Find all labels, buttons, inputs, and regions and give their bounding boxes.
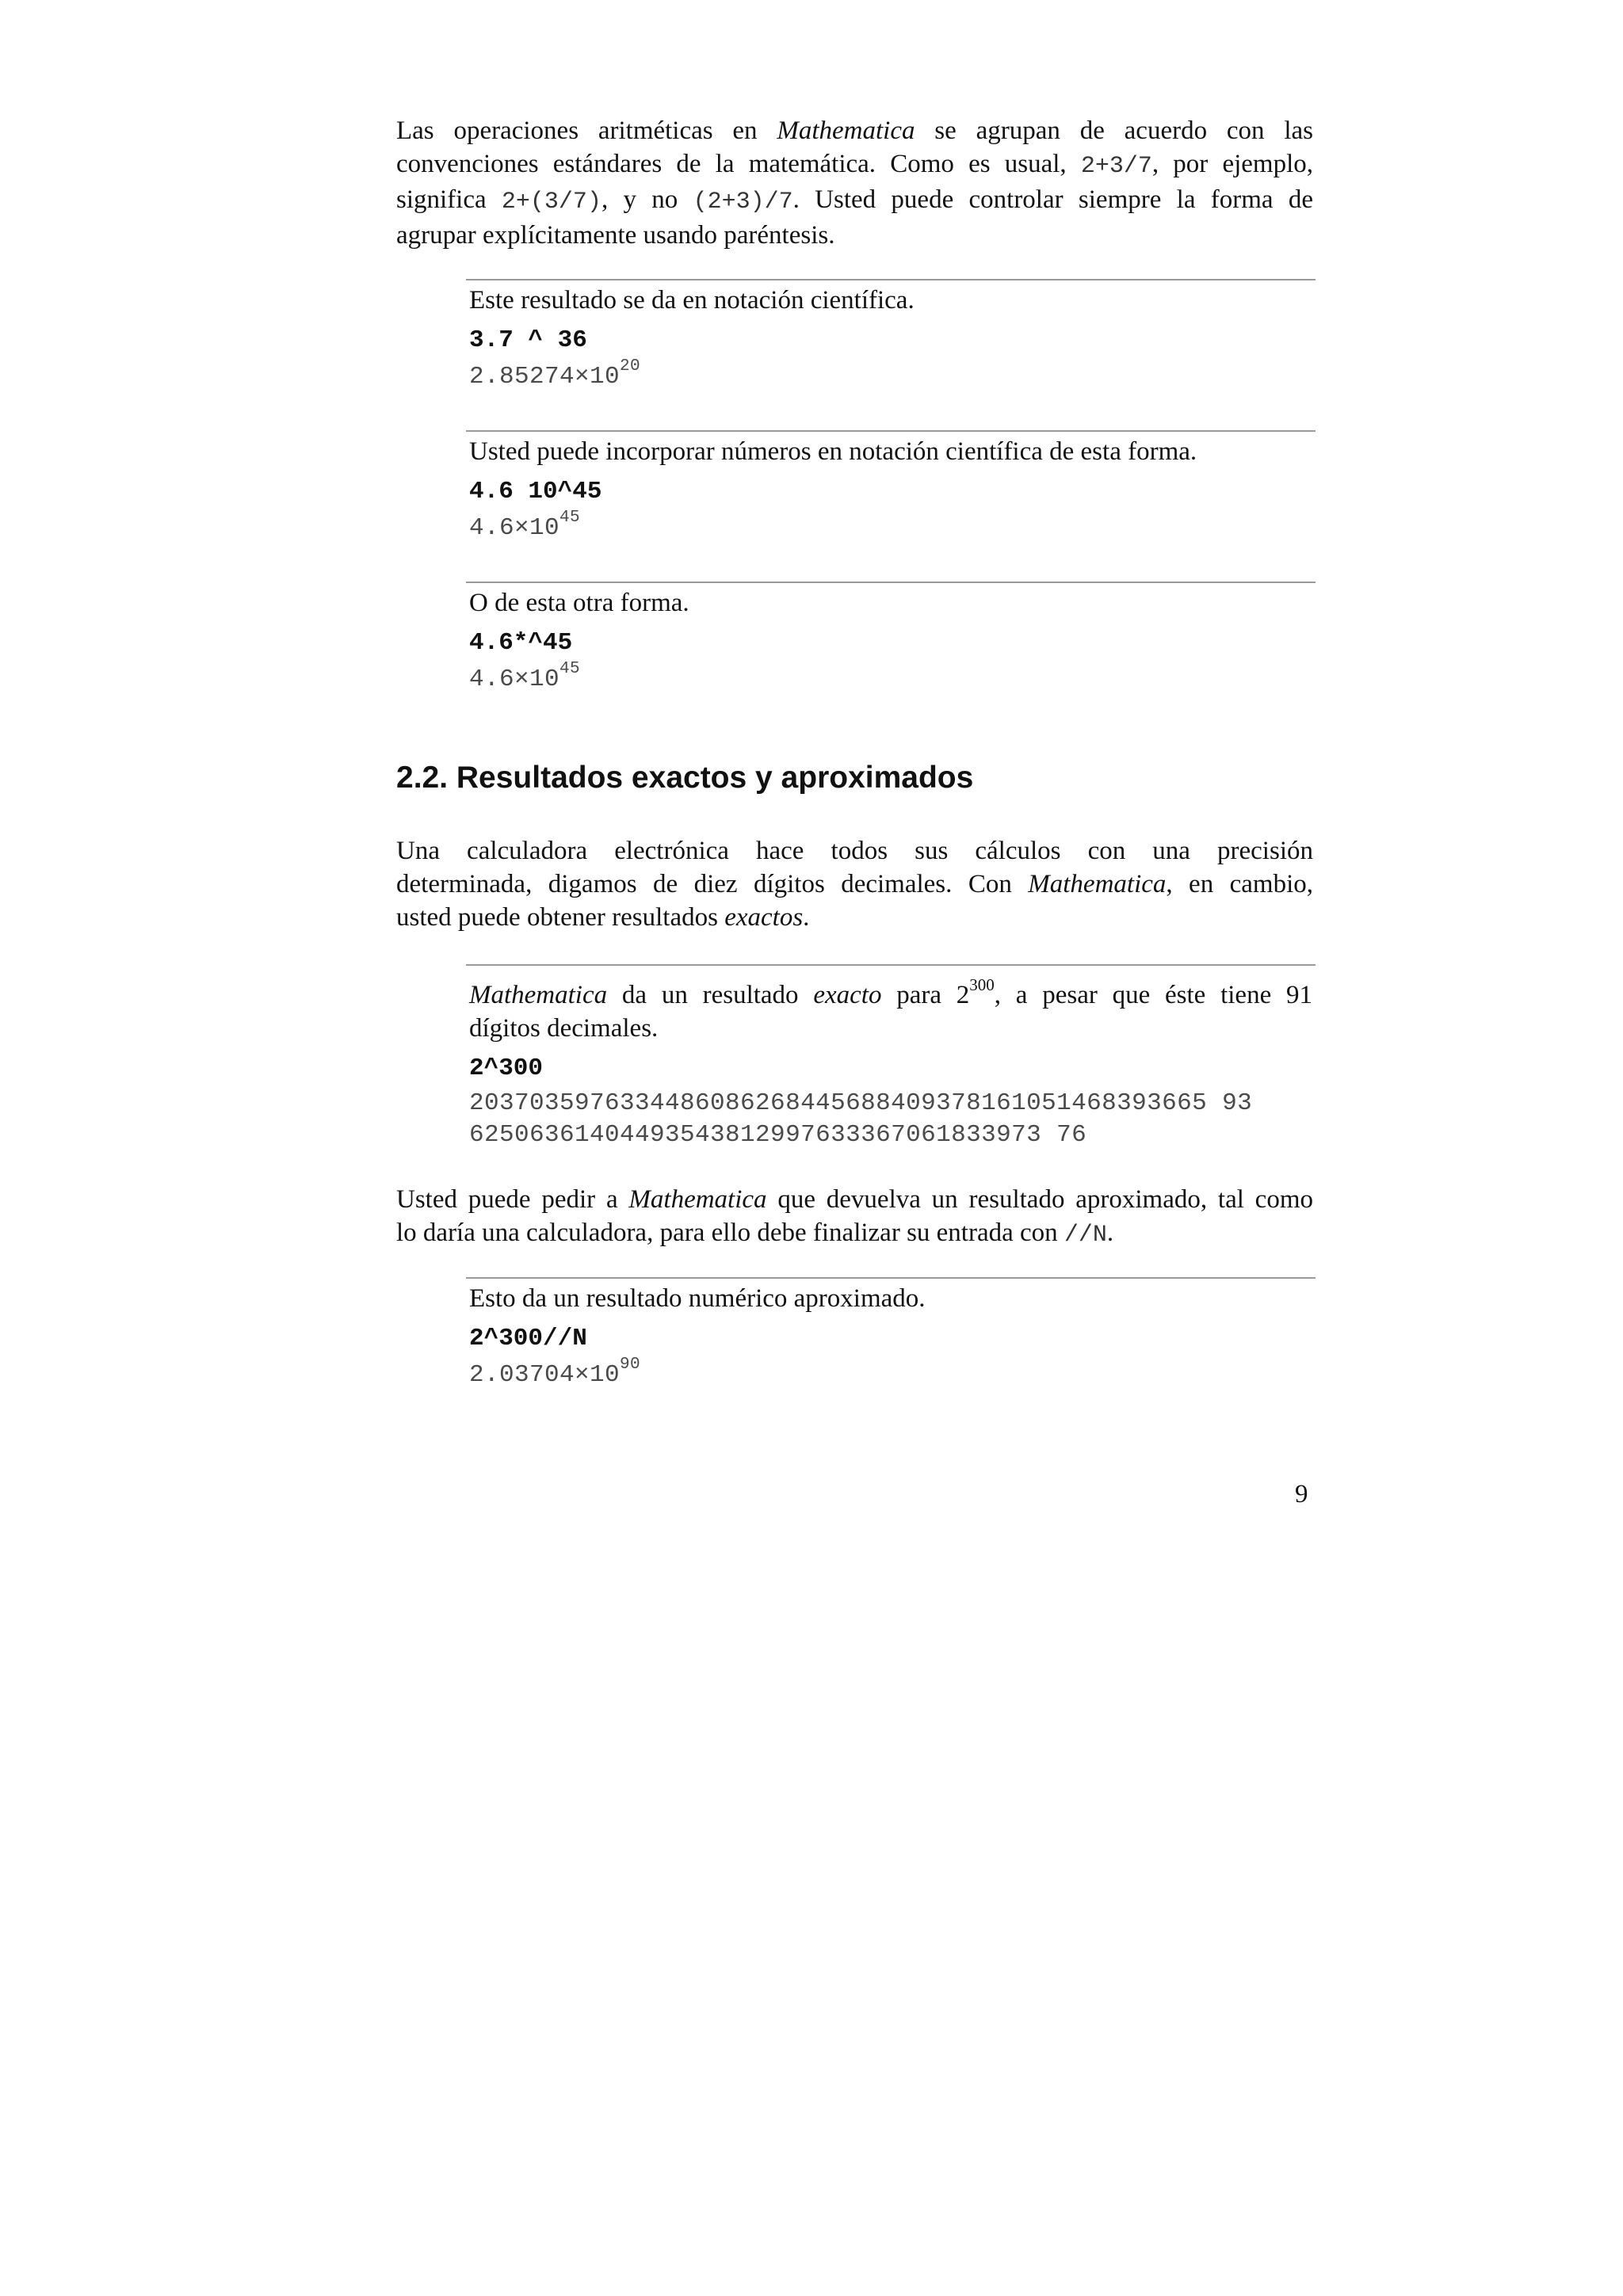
- text-line: agrupar explícitamente usando paréntesis.: [396, 221, 835, 250]
- example-cell-numeric-approx: [466, 1277, 1316, 1391]
- example-cell-enter-scientific: [466, 430, 1316, 544]
- cell-input: 3.7 ^ 36: [469, 326, 587, 354]
- cell-input: 2^300: [469, 1055, 544, 1082]
- exponent: 300: [969, 975, 995, 994]
- italic-term: Mathematica: [1028, 870, 1167, 898]
- cell-output: $2.03704\times 10^{90}$: [469, 1356, 641, 1389]
- page-number: 9: [1295, 1480, 1308, 1508]
- cell-output-line-2: 62506361404493543812997633367061833973 76: [469, 1121, 1087, 1149]
- approximate-results-paragraph: [396, 1183, 1313, 1252]
- cell-output-line-1: 2037035976334486086268445688409378161051468393665 93: [469, 1089, 1253, 1117]
- cell-note: Esto da un resultado numérico aproximado.: [469, 1284, 926, 1313]
- text-line: significa 2+(3/7), y no (2+3)/7. Usted puede controlar siempre la forma de: [396, 185, 1313, 215]
- italic-term: Mathematica: [777, 116, 915, 145]
- text-line: convenciones estándares de la matemática. Como es usual, 2+3/7, por ejemplo,: [396, 150, 1313, 180]
- italic-term: exactos: [724, 903, 804, 932]
- text-line: Usted puede pedir a Mathematica que devuelva un resultado aproximado, tal como: [396, 1185, 1313, 1214]
- italic-term: Mathematica: [469, 981, 608, 1009]
- text-line: determinada, digamos de diez dígitos decimales. Con Mathematica, en cambio,: [396, 870, 1314, 898]
- italic-term: Mathematica: [628, 1185, 767, 1214]
- inline-code: //N: [1064, 1222, 1107, 1249]
- italic-term: exacto: [813, 981, 882, 1009]
- text-line: Una calculadora electrónica hace todos sus cálculos con una precisión: [396, 837, 1313, 865]
- cell-input: 4.6 10^45: [469, 478, 602, 505]
- section-heading: 2.2. Resultados exactos y aproximados: [396, 761, 974, 795]
- text-line: Las operaciones aritméticas en Mathematica se agrupan de acuerdo con las: [396, 116, 1313, 145]
- intro-paragraph: [396, 114, 1313, 252]
- cell-note: [466, 975, 1312, 1045]
- cell-note: Usted puede incorporar números en notación científica de esta forma.: [469, 437, 1197, 466]
- cell-output: $4.6\times 10^{45}$: [469, 660, 581, 693]
- text-line: Mathematica da un resultado exacto para $2^{300}$, a pesar que éste tiene 91: [469, 975, 1312, 1009]
- inline-code: (2+3)/7: [693, 189, 793, 215]
- inline-code: 2+(3/7): [501, 189, 601, 215]
- cell-note: Este resultado se da en notación científica.: [469, 286, 915, 315]
- example-cell-exact-power: [466, 964, 1316, 1151]
- example-cell-alternate-form: [466, 582, 1316, 696]
- example-cell-scientific-notation: [466, 279, 1316, 393]
- cell-input: 4.6*^45: [469, 629, 573, 657]
- exact-results-paragraph: [396, 834, 1313, 934]
- text-line: lo daría una calculadora, para ello debe finalizar su entrada con //N.: [396, 1219, 1114, 1249]
- cell-output: $4.6\times 10^{45}$: [469, 509, 581, 542]
- text-line: usted puede obtener resultados exactos.: [396, 903, 810, 932]
- cell-note: O de esta otra forma.: [469, 589, 689, 617]
- cell-input: 2^300//N: [469, 1325, 587, 1352]
- text-line: dígitos decimales.: [469, 1014, 659, 1043]
- inline-code: 2+3/7: [1080, 153, 1152, 180]
- cell-output: $2.85274\times 10^{20}$: [469, 357, 641, 391]
